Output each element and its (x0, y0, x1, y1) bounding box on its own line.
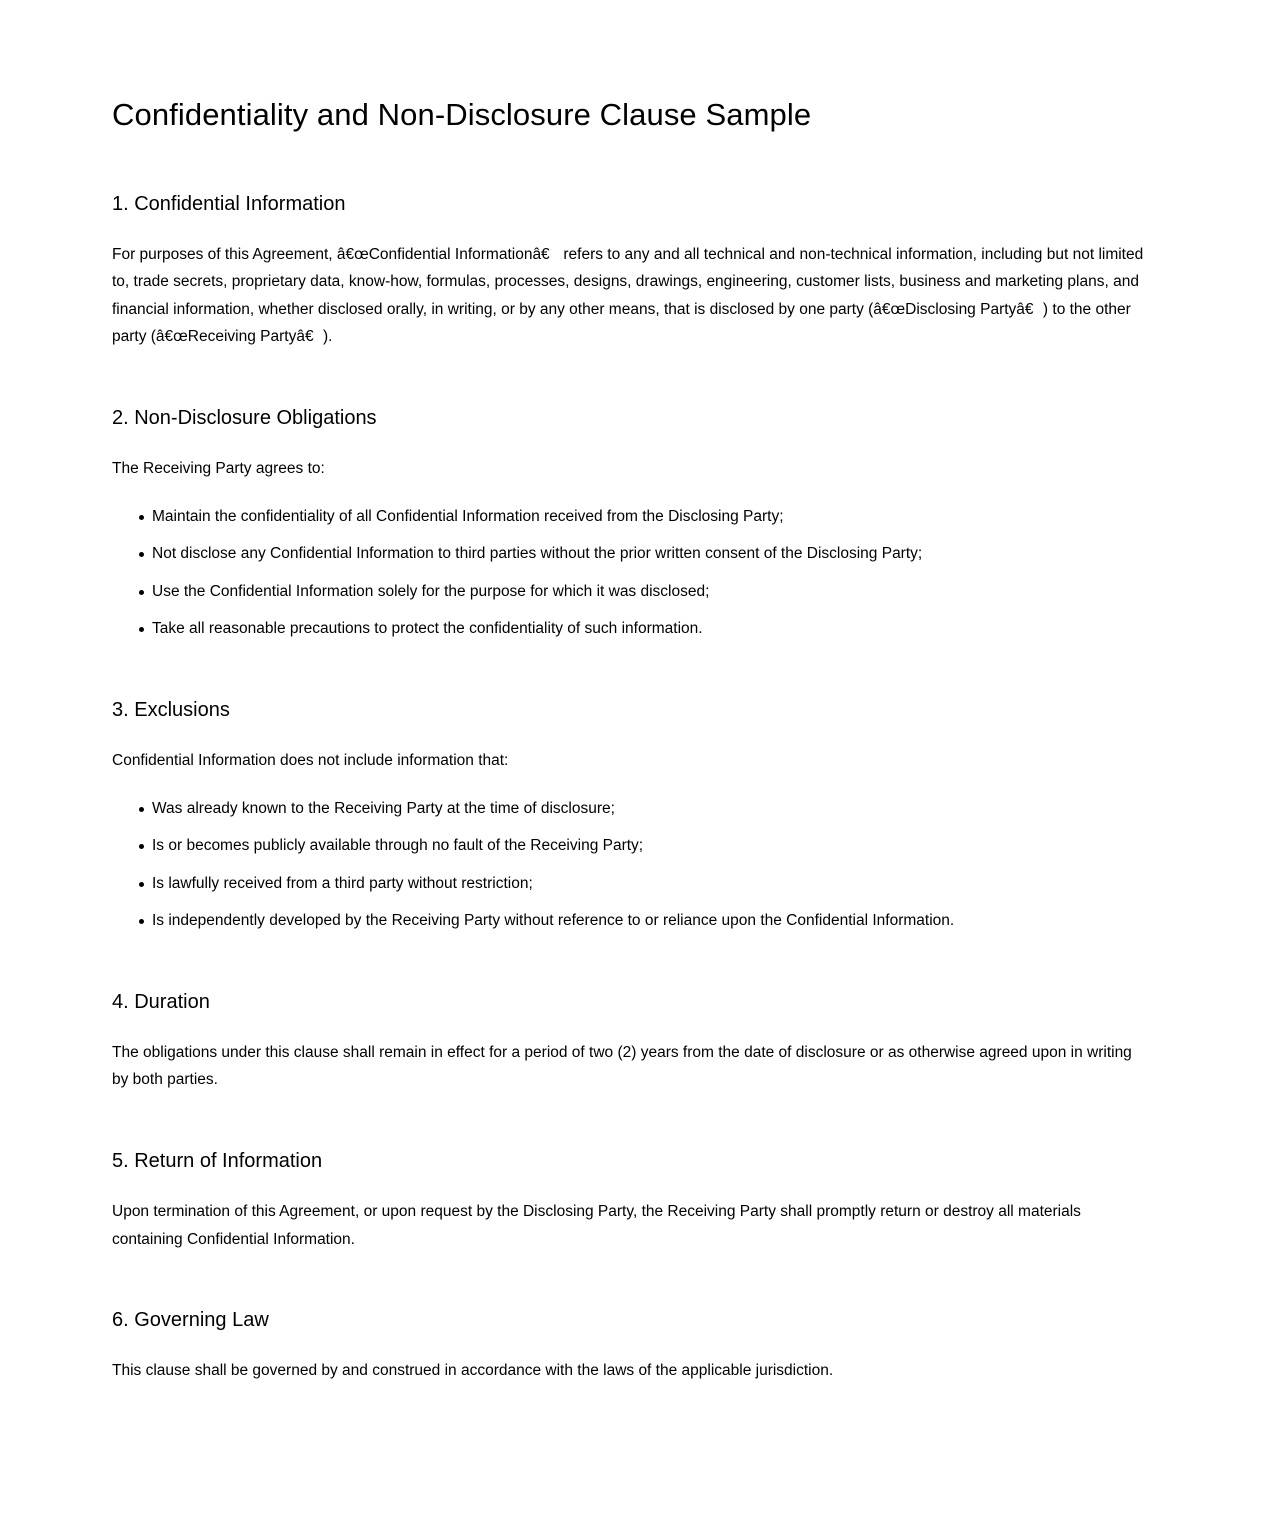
list-item: Maintain the confidentiality of all Confidential Information received from the Disclosing Party; (112, 503, 1147, 531)
section-heading: 2. Non-Disclosure Obligations (112, 407, 377, 430)
bullet-list (112, 503, 1147, 643)
list-item: Is or becomes publicly available through no fault of the Receiving Party; (112, 832, 1147, 860)
list-item: Is lawfully received from a third party without restriction; (112, 870, 1147, 898)
section-duration (112, 989, 1147, 1094)
section-paragraph: This clause shall be governed by and construed in accordance with the laws of the applicable jurisdiction. (112, 1362, 834, 1380)
list-item: Not disclose any Confidential Information to third parties without the prior written consent of the Disclosing Party; (112, 540, 1147, 568)
section-paragraph: For purposes of this Agreement, â€œConfidential Informationâ€ refers to any and all technical and non-technical information, including but not limited to, trade secrets, proprietary data, know-how, formulas, processes, designs, drawings, engineering, customer lists, business and marketing plans, and financial information, whether disclosed orally, in writing, or by any other means, that is disclosed by one party (â€œDisclosing Partyâ€) to the other party (â€œReceiving Partyâ€). (112, 245, 1144, 346)
section-exclusions (112, 697, 1147, 935)
list-item: Is independently developed by the Receiving Party without reference to or reliance upon the Confidential Information. (112, 907, 1147, 935)
section-confidential-information (112, 191, 1147, 351)
section-non-disclosure-obligations (112, 405, 1147, 643)
list-item: Was already known to the Receiving Party at the time of disclosure; (112, 795, 1147, 823)
section-paragraph: The obligations under this clause shall remain in effect for a period of two (2) years from the date of disclosure or as otherwise agreed upon in writing by both parties. (112, 1043, 1132, 1089)
section-paragraph: Confidential Information does not include information that: (112, 751, 509, 769)
section-heading: 3. Exclusions (112, 698, 230, 721)
list-item: Take all reasonable precautions to protect the confidentiality of such information. (112, 615, 1147, 643)
page-title: Confidentiality and Non-Disclosure Clause Sample (112, 97, 812, 132)
section-heading: 1. Confidential Information (112, 192, 346, 215)
section-heading: 5. Return of Information (112, 1150, 323, 1172)
bullet-list (112, 795, 1147, 935)
section-paragraph: Upon termination of this Agreement, or upon request by the Disclosing Party, the Receiving Party shall promptly return or destroy all materials containing Confidential Information. (112, 1203, 1081, 1248)
section-governing-law (112, 1307, 1147, 1385)
section-paragraph: The Receiving Party agrees to: (112, 460, 325, 478)
section-return-of-information (112, 1148, 1147, 1253)
list-item: Use the Confidential Information solely for the purpose for which it was disclosed; (112, 578, 1147, 606)
section-heading: 6. Governing Law (112, 1309, 269, 1332)
section-heading: 4. Duration (112, 990, 210, 1013)
